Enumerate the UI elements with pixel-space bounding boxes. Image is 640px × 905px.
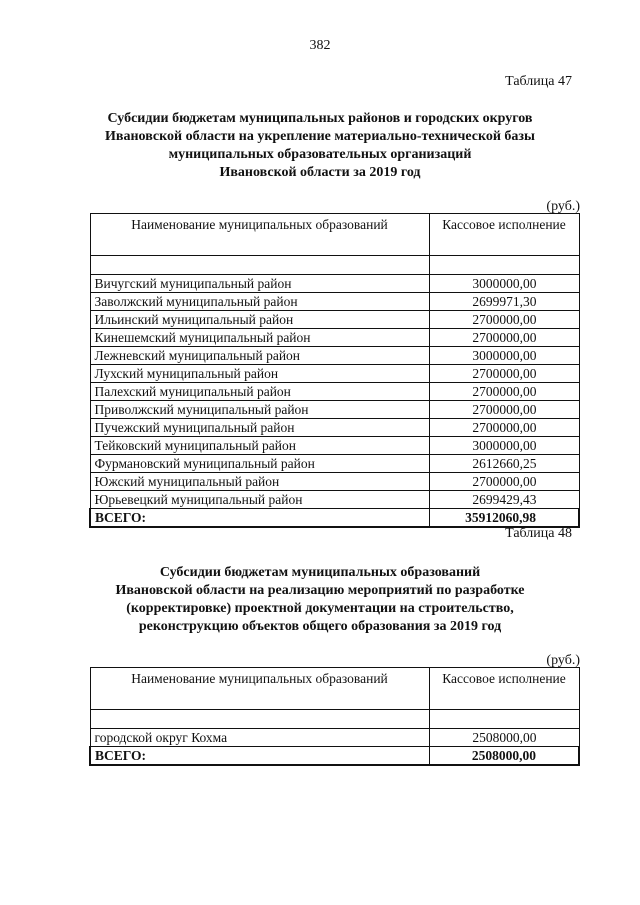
- row-name: Кинешемский муниципальный район: [90, 329, 429, 347]
- row-name: Заволжский муниципальный район: [90, 293, 429, 311]
- table-header: [90, 668, 579, 710]
- table-row: [90, 383, 579, 401]
- table-row: [90, 473, 579, 491]
- table-row: [90, 401, 579, 419]
- row-name: Южский муниципальный район: [90, 473, 429, 491]
- row-name: Ильинский муниципальный район: [90, 311, 429, 329]
- row-value: 2700000,00: [429, 311, 579, 329]
- table-spacer-row: [90, 256, 579, 275]
- title-line: Ивановской области на реализацию мероприятий по разработке: [115, 583, 525, 598]
- row-name: Тейковский муниципальный район: [90, 437, 429, 455]
- table-47: [89, 213, 580, 527]
- header-value: Кассовое исполнение: [429, 668, 579, 710]
- total-label: ВСЕГО:: [90, 509, 429, 527]
- table-row: [90, 455, 579, 473]
- row-value: 2699971,30: [429, 293, 579, 311]
- total-row: [90, 747, 579, 765]
- row-name: Палехский муниципальный район: [90, 383, 429, 401]
- row-value: 2700000,00: [429, 401, 579, 419]
- row-name: Юрьевецкий муниципальный район: [90, 491, 429, 509]
- total-value: 2508000,00: [429, 747, 579, 765]
- page-number: 382: [309, 38, 331, 53]
- title-line: Субсидии бюджетам муниципальных районов и городских округов: [107, 111, 533, 126]
- table-47-unit: (руб.): [546, 199, 580, 214]
- row-value: 2700000,00: [429, 419, 579, 437]
- table-row: [90, 365, 579, 383]
- table-48-title: [60, 564, 580, 636]
- table-row: [90, 437, 579, 455]
- table-row: [90, 729, 579, 747]
- row-value: 2612660,25: [429, 455, 579, 473]
- table-row: [90, 329, 579, 347]
- row-value: 2508000,00: [429, 729, 579, 747]
- row-name: Вичугский муниципальный район: [90, 275, 429, 293]
- row-value: 3000000,00: [429, 347, 579, 365]
- row-value: 2699429,43: [429, 491, 579, 509]
- row-value: 3000000,00: [429, 275, 579, 293]
- header-name: Наименование муниципальных образований: [90, 214, 429, 256]
- header-name: Наименование муниципальных образований: [90, 668, 429, 710]
- table-47-title: [60, 110, 580, 182]
- table-48-unit: (руб.): [546, 653, 580, 668]
- title-line: муниципальных образовательных организаций: [168, 147, 472, 162]
- table-row: [90, 419, 579, 437]
- table-row: [90, 491, 579, 509]
- row-value: 2700000,00: [429, 365, 579, 383]
- title-line: реконструкцию объектов общего образования за 2019 год: [138, 619, 502, 634]
- table-row: [90, 347, 579, 365]
- row-name: Пучежский муниципальный район: [90, 419, 429, 437]
- total-row: [90, 509, 579, 527]
- row-value: 2700000,00: [429, 329, 579, 347]
- row-name: Лухский муниципальный район: [90, 365, 429, 383]
- table-row: [90, 275, 579, 293]
- row-value: 2700000,00: [429, 473, 579, 491]
- row-name: городской округ Кохма: [90, 729, 429, 747]
- title-line: (корректировке) проектной документации на строительство,: [126, 601, 514, 616]
- row-value: 2700000,00: [429, 383, 579, 401]
- table-header: [90, 214, 579, 256]
- title-line: Субсидии бюджетам муниципальных образований: [159, 565, 481, 580]
- table-47-label: Таблица 47: [505, 74, 572, 89]
- total-label: ВСЕГО:: [90, 747, 429, 765]
- table-48-label: Таблица 48: [505, 526, 572, 541]
- table-48: [89, 667, 580, 765]
- title-line: Ивановской области за 2019 год: [219, 165, 421, 180]
- row-name: Фурмановский муниципальный район: [90, 455, 429, 473]
- row-value: 3000000,00: [429, 437, 579, 455]
- table-spacer-row: [90, 710, 579, 729]
- row-name: Лежневский муниципальный район: [90, 347, 429, 365]
- total-value: 35912060,98: [429, 509, 579, 527]
- row-name: Приволжский муниципальный район: [90, 401, 429, 419]
- table-row: [90, 311, 579, 329]
- title-line: Ивановской области на укрепление материально-технической базы: [105, 129, 535, 144]
- table-row: [90, 293, 579, 311]
- header-value: Кассовое исполнение: [429, 214, 579, 256]
